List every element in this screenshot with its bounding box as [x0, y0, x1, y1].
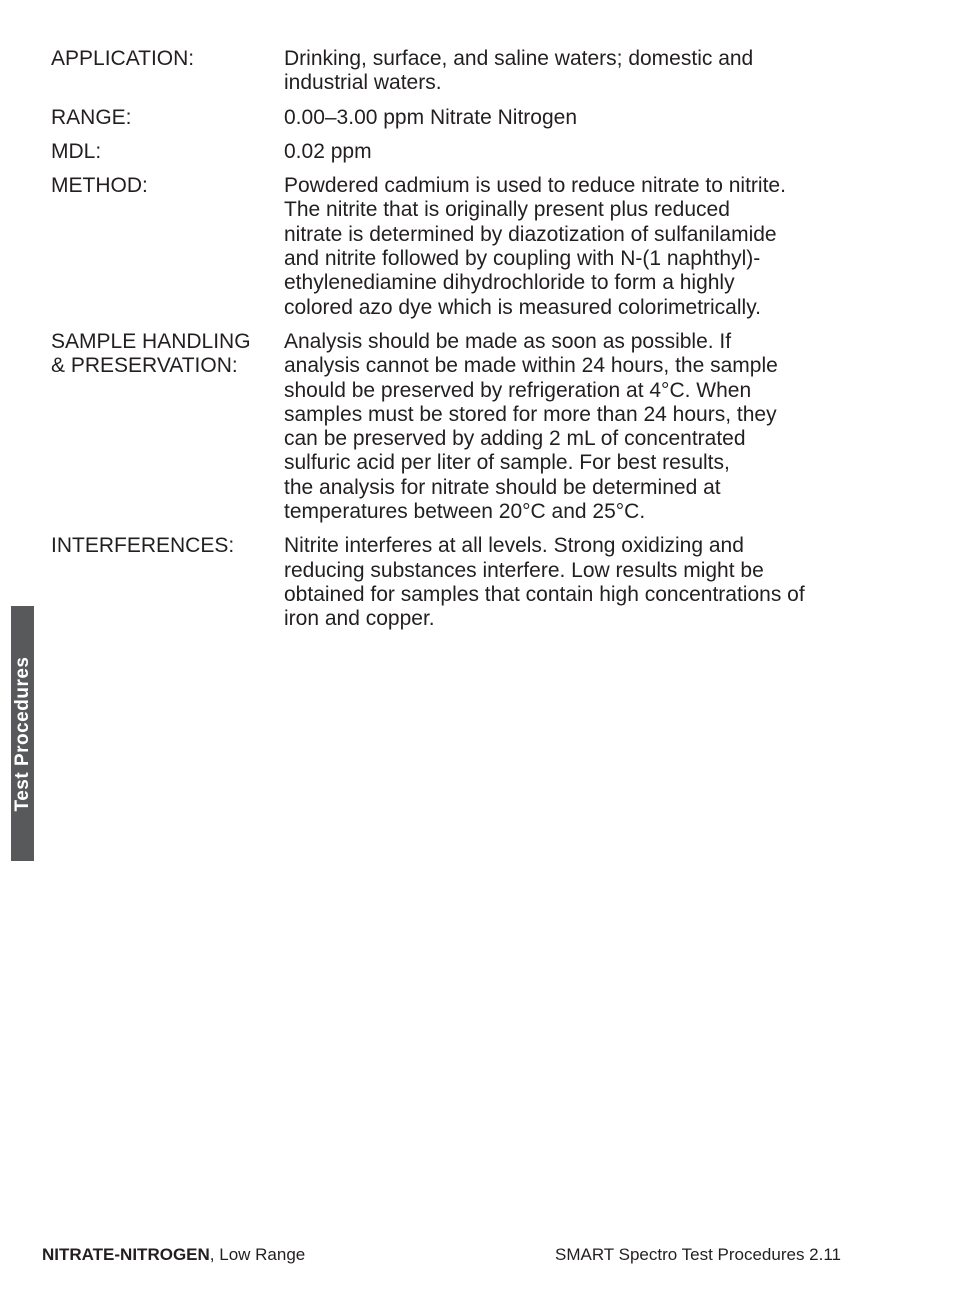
- value-line: reducing substances interfere. Low results might be: [284, 558, 764, 582]
- footer-page-reference: SMART Spectro Test Procedures 2.11: [555, 1245, 841, 1264]
- value-line: 0.02 ppm: [284, 139, 372, 163]
- value-line: and nitrite followed by coupling with N-(1 naphthyl)-: [284, 247, 761, 271]
- value-line: Analysis should be made as soon as possible. If: [284, 329, 732, 353]
- footer-title: [42, 1244, 305, 1266]
- row-value: [284, 140, 841, 164]
- value-line: analysis cannot be made within 24 hours, the sample: [284, 354, 778, 378]
- row-value: [284, 106, 841, 130]
- value-line: obtained for samples that contain high concentrations of: [284, 582, 805, 606]
- value-line: industrial waters.: [284, 71, 442, 95]
- value-line: should be preserved by refrigeration at 4°C. When: [284, 378, 752, 402]
- row-value: [284, 534, 841, 631]
- info-row-application: [51, 47, 841, 96]
- value-line: temperatures between 20°C and 25°C.: [284, 500, 646, 524]
- value-line: The nitrite that is originally present plus reduced: [284, 198, 730, 222]
- side-tab-label: Test Procedures: [11, 656, 33, 811]
- row-label: INTERFERENCES:: [51, 534, 235, 558]
- value-line: iron and copper.: [284, 607, 435, 631]
- value-line: the analysis for nitrate should be determined at: [284, 475, 721, 499]
- info-row-range: [51, 106, 841, 130]
- info-row-mdl: [51, 140, 841, 164]
- row-label: SAMPLE HANDLING & PRESERVATION:: [51, 329, 251, 378]
- value-line: sulfuric acid per liter of sample. For best results,: [284, 451, 730, 475]
- row-label: METHOD:: [51, 174, 148, 198]
- value-line: Nitrite interferes at all levels. Strong oxidizing and: [284, 534, 744, 558]
- row-label: RANGE:: [51, 105, 132, 129]
- value-line: Drinking, surface, and saline waters; domestic and: [284, 47, 754, 70]
- footer-title-rest: , Low Range: [209, 1245, 306, 1264]
- footer-title-bold: NITRATE-NITROGEN: [42, 1245, 210, 1264]
- value-line: colored azo dye which is measured colorimetrically.: [284, 295, 761, 319]
- row-label: MDL:: [51, 139, 102, 163]
- value-line: 0.00–3.00 ppm Nitrate Nitrogen: [284, 105, 578, 129]
- row-value: [284, 47, 841, 96]
- procedure-info-table: [51, 47, 841, 642]
- value-line: can be preserved by adding 2 mL of concentrated: [284, 427, 746, 451]
- row-value: [284, 330, 841, 524]
- section-side-tab: [11, 606, 34, 861]
- info-row-interferences: [51, 534, 841, 631]
- value-line: nitrate is determined by diazotization of sulfanilamide: [284, 222, 777, 246]
- row-label: APPLICATION:: [51, 47, 195, 70]
- value-line: ethylenediamine dihydrochloride to form a highly: [284, 271, 735, 295]
- info-row-sample-handling: [51, 330, 841, 524]
- info-row-method: [51, 174, 841, 320]
- row-value: [284, 174, 841, 320]
- value-line: Powdered cadmium is used to reduce nitrate to nitrite.: [284, 174, 786, 198]
- value-line: samples must be stored for more than 24 hours, they: [284, 402, 777, 426]
